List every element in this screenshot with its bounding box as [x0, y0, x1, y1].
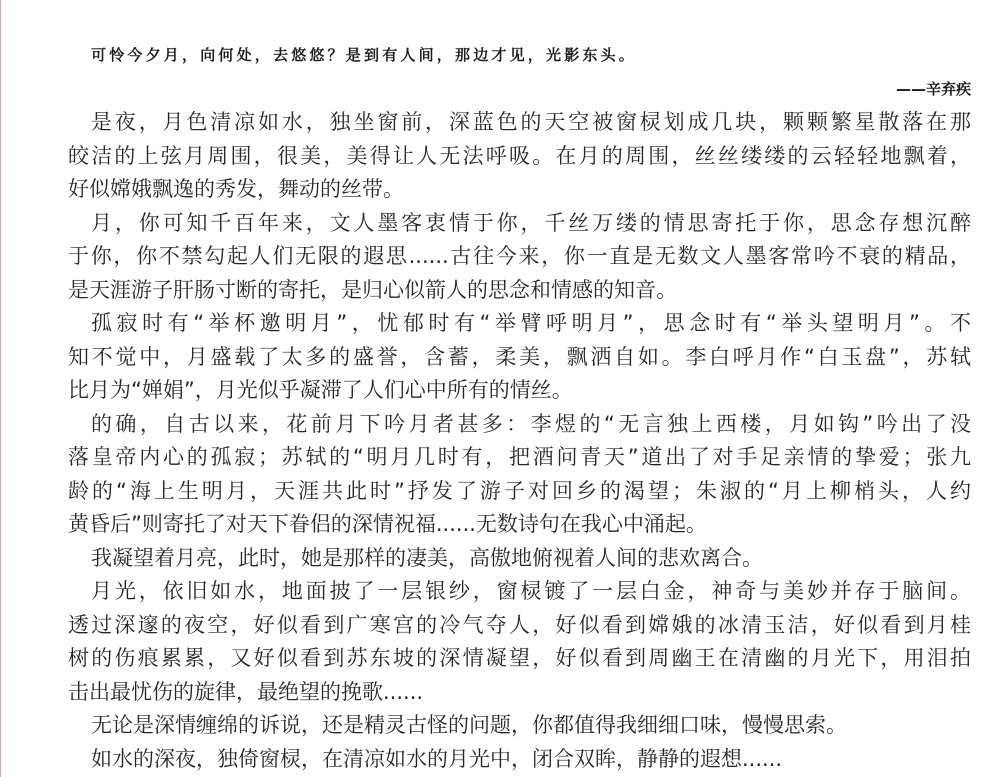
- paragraph-line: 透过深邃的夜空，好似看到广寒宫的冷气夺人，好似看到嫦娥的冰清玉洁，好似看到月桂: [68, 612, 971, 637]
- paragraph-2: [68, 207, 971, 308]
- paragraph-1: [68, 106, 971, 207]
- paragraph-line: 我凝望着月亮，此时，她是那样的凄美，高傲地俯视着人间的悲欢离合。: [91, 545, 763, 570]
- paragraph-line: 月，你可知千百年来，文人墨客衷情于你，千丝万缕的情思寄托于你，思念存想沉醉: [91, 210, 971, 235]
- paragraph-5: [68, 542, 971, 576]
- paragraph-line: 孤寂时有“举杯邀明月”，忧郁时有“举臂呼明月”，思念时有“举头望明月”。不: [91, 311, 971, 335]
- paragraph-line: 无论是深情缠绵的诉说，还是精灵古怪的问题，你都值得我细细口味，慢慢思索。: [91, 713, 847, 737]
- paragraph-line: 龄的“海上生明月，天涯共此时”抒发了游子对回乡的渴望；朱淑的“月上柳梢头，人约: [68, 478, 971, 503]
- paragraph-line: 黄昏后”则寄托了对天下眷侣的深情祝福......无数诗句在我心中涌起。: [68, 512, 707, 536]
- paragraph-4: [68, 408, 971, 542]
- paragraph-6: [68, 575, 971, 709]
- paragraph-line: 是夜，月色清凉如水，独坐窗前，深蓝色的天空被窗棂划成几块，颗颗繁星散落在那: [91, 110, 971, 134]
- paragraph-line: 的确，自古以来，花前月下吟月者甚多：李煜的“无言独上西楼，月如钩”吟出了没: [91, 411, 971, 436]
- essay-body: [68, 106, 971, 776]
- paragraph-line: 是天涯游子肝肠寸断的寄托，是归心似箭人的思念和情感的知音。: [68, 277, 677, 302]
- paragraph-line: 如水的深夜，独倚窗棂，在清凉如水的月光中，闭合双眸，静静的遐想......: [91, 746, 783, 771]
- paragraph-line: 击出最忧伤的旋律，最绝望的挽歌......: [68, 679, 424, 704]
- paragraph-line: 皎洁的上弦月周围，很美，美得让人无法呼吸。在月的周围，丝丝缕缕的云轻轻地飘着，: [68, 143, 971, 168]
- paragraph-line: 比月为“婵娟”，月光似乎凝滞了人们心中所有的情丝。: [68, 378, 573, 402]
- paragraph-line: 好似嫦娥飘逸的秀发，舞动的丝带。: [68, 177, 404, 201]
- paragraph-line: 树的伤痕累累，又好似看到苏东坡的深情凝望，好似看到周幽王在清幽的月光下，用泪拍: [68, 646, 971, 670]
- paragraph-line: 于你，你不禁勾起人们无限的遐思......古往今来，你一直是无数文人墨客常吟不衰的精品，: [68, 244, 971, 268]
- paragraph-3: [68, 307, 971, 408]
- paragraph-line: 落皇帝内心的孤寂；苏轼的“明月几时有，把酒问青天”道出了对手足亲情的挚爱；张九: [68, 445, 971, 469]
- paragraph-8: [68, 743, 971, 777]
- paragraph-line: 月光，依旧如水，地面披了一层银纱，窗棂镀了一层白金，神奇与美妙并存于脑间。: [91, 579, 971, 603]
- epigraph-quote: 可怜今夕月，向何处，去悠悠？是到有人间，那边才见，光影东头。: [91, 46, 638, 64]
- page-left-rule: [0, 0, 1, 777]
- paragraph-line: 知不觉中，月盛载了太多的盛誉，含蓄，柔美，飘洒自如。李白呼月作“白玉盘”，苏轼: [68, 344, 971, 369]
- paragraph-7: [68, 709, 971, 743]
- epigraph-author: ——辛弃疾: [895, 80, 971, 98]
